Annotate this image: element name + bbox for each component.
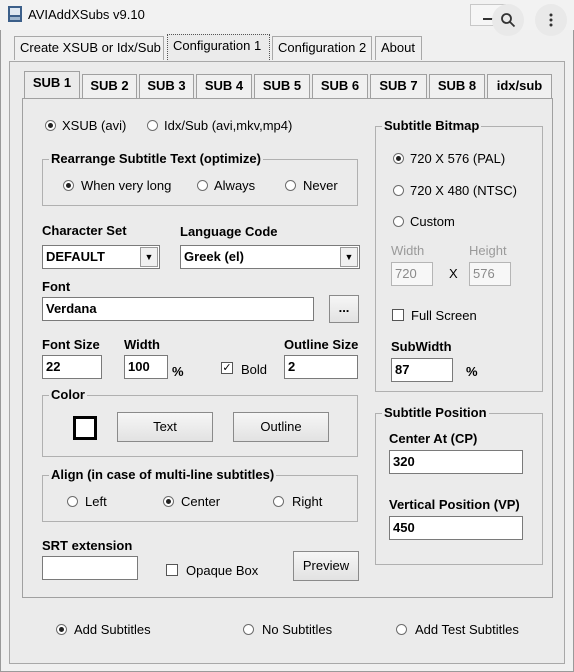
bitmap-x-label: X bbox=[449, 266, 458, 281]
subtab-sub6[interactable]: SUB 6 bbox=[312, 74, 368, 98]
align-left-radio[interactable] bbox=[67, 496, 78, 507]
subtab-sub1[interactable]: SUB 1 bbox=[24, 71, 80, 100]
bold-checkbox[interactable]: ✓ bbox=[222, 362, 232, 374]
ntsc-label: 720 X 480 (NTSC) bbox=[410, 183, 517, 198]
vertical-position-input[interactable]: 450 bbox=[389, 516, 523, 540]
font-size-label: Font Size bbox=[42, 337, 100, 352]
add-test-subtitles-radio[interactable] bbox=[396, 624, 407, 635]
subtab-idxsub[interactable]: idx/sub bbox=[487, 74, 552, 98]
subwidth-percent: % bbox=[466, 364, 478, 379]
tab-configuration-1[interactable]: Configuration 1 bbox=[167, 34, 270, 62]
center-at-label: Center At (CP) bbox=[389, 431, 478, 446]
full-screen-label: Full Screen bbox=[411, 308, 477, 323]
custom-radio[interactable] bbox=[393, 216, 404, 227]
outline-size-label: Outline Size bbox=[284, 337, 359, 352]
no-subtitles-radio[interactable] bbox=[243, 624, 254, 635]
bitmap-height-label: Height bbox=[469, 243, 507, 258]
chevron-down-icon: ▼ bbox=[140, 247, 158, 267]
subtab-sub2[interactable]: SUB 2 bbox=[82, 74, 137, 98]
never-radio[interactable] bbox=[285, 180, 296, 191]
align-left-label: Left bbox=[85, 494, 107, 509]
align-right-radio[interactable] bbox=[273, 496, 284, 507]
color-swatch[interactable] bbox=[73, 416, 97, 440]
no-subtitles-label: No Subtitles bbox=[262, 622, 333, 637]
full-screen-checkbox[interactable] bbox=[392, 309, 404, 321]
font-size-input[interactable]: 22 bbox=[42, 355, 102, 379]
search-button[interactable] bbox=[492, 4, 524, 36]
bitmap-width-input[interactable]: 720 bbox=[391, 262, 433, 286]
subtab-sub8[interactable]: SUB 8 bbox=[429, 74, 485, 98]
never-label: Never bbox=[303, 178, 338, 193]
when-very-long-radio[interactable] bbox=[63, 180, 74, 191]
pal-radio[interactable] bbox=[393, 153, 404, 164]
subtab-sub7[interactable]: SUB 7 bbox=[370, 74, 427, 98]
language-label: Language Code bbox=[180, 224, 278, 239]
idxsub-radio[interactable] bbox=[147, 120, 158, 131]
tab-create-xsub[interactable]: Create XSUB or Idx/Sub bbox=[14, 36, 164, 60]
width-label: Width bbox=[124, 337, 160, 352]
xsub-radio[interactable] bbox=[45, 120, 56, 131]
opaque-box-checkbox[interactable] bbox=[166, 564, 178, 576]
width-percent: % bbox=[172, 364, 184, 379]
ntsc-radio[interactable] bbox=[393, 185, 404, 196]
outline-size-input[interactable]: 2 bbox=[284, 355, 358, 379]
font-browse-button[interactable]: ... bbox=[329, 295, 359, 323]
custom-label: Custom bbox=[410, 214, 455, 229]
text-color-button[interactable]: Text bbox=[117, 412, 213, 442]
font-input[interactable]: Verdana bbox=[42, 297, 314, 321]
add-subtitles-radio[interactable] bbox=[56, 624, 67, 635]
window-title: AVIAddXSubs v9.10 bbox=[28, 7, 145, 22]
subtab-sub5[interactable]: SUB 5 bbox=[254, 74, 310, 98]
bitmap-title: Subtitle Bitmap bbox=[384, 118, 480, 133]
align-right-label: Right bbox=[292, 494, 323, 509]
language-select[interactable] bbox=[180, 245, 360, 269]
language-value: Greek (el) bbox=[184, 249, 244, 264]
more-icon bbox=[543, 12, 559, 28]
outline-color-button[interactable]: Outline bbox=[233, 412, 329, 442]
align-center-radio[interactable] bbox=[163, 496, 174, 507]
srt-extension-input[interactable] bbox=[42, 556, 138, 580]
rearrange-title: Rearrange Subtitle Text (optimize) bbox=[51, 151, 261, 166]
always-radio[interactable] bbox=[197, 180, 208, 191]
charset-label: Character Set bbox=[42, 223, 127, 238]
app-icon bbox=[6, 5, 24, 23]
bitmap-height-input[interactable]: 576 bbox=[469, 262, 511, 286]
center-at-input[interactable]: 320 bbox=[389, 450, 523, 474]
subwidth-label: SubWidth bbox=[391, 339, 452, 354]
chevron-down-icon: ▼ bbox=[340, 247, 358, 267]
idxsub-label: Idx/Sub (avi,mkv,mp4) bbox=[164, 118, 293, 133]
vertical-position-label: Vertical Position (VP) bbox=[389, 497, 520, 512]
xsub-label: XSUB (avi) bbox=[62, 118, 127, 133]
search-icon bbox=[500, 12, 516, 28]
bitmap-width-label: Width bbox=[391, 243, 425, 258]
font-label: Font bbox=[42, 279, 71, 294]
add-subtitles-label: Add Subtitles bbox=[74, 622, 151, 637]
tab-configuration-2[interactable]: Configuration 2 bbox=[272, 36, 372, 60]
when-very-long-label: When very long bbox=[81, 178, 172, 193]
align-title: Align (in case of multi-line subtitles) bbox=[51, 467, 275, 482]
width-input[interactable]: 100 bbox=[124, 355, 168, 379]
charset-select[interactable] bbox=[42, 245, 160, 269]
always-label: Always bbox=[214, 178, 256, 193]
preview-button[interactable]: Preview bbox=[293, 551, 359, 581]
pal-label: 720 X 576 (PAL) bbox=[410, 151, 506, 166]
more-button[interactable] bbox=[535, 4, 567, 36]
opaque-box-label: Opaque Box bbox=[186, 563, 259, 578]
tab-about[interactable]: About bbox=[375, 36, 422, 60]
align-center-label: Center bbox=[181, 494, 221, 509]
bold-label: Bold bbox=[241, 362, 268, 377]
subwidth-input[interactable]: 87 bbox=[391, 358, 453, 382]
subtab-sub4[interactable]: SUB 4 bbox=[196, 74, 252, 98]
add-test-subtitles-label: Add Test Subtitles bbox=[415, 622, 519, 637]
srt-extension-label: SRT extension bbox=[42, 538, 133, 553]
subtab-sub3[interactable]: SUB 3 bbox=[139, 74, 194, 98]
charset-value: DEFAULT bbox=[46, 249, 105, 264]
position-title: Subtitle Position bbox=[384, 405, 487, 420]
color-title: Color bbox=[51, 387, 85, 402]
